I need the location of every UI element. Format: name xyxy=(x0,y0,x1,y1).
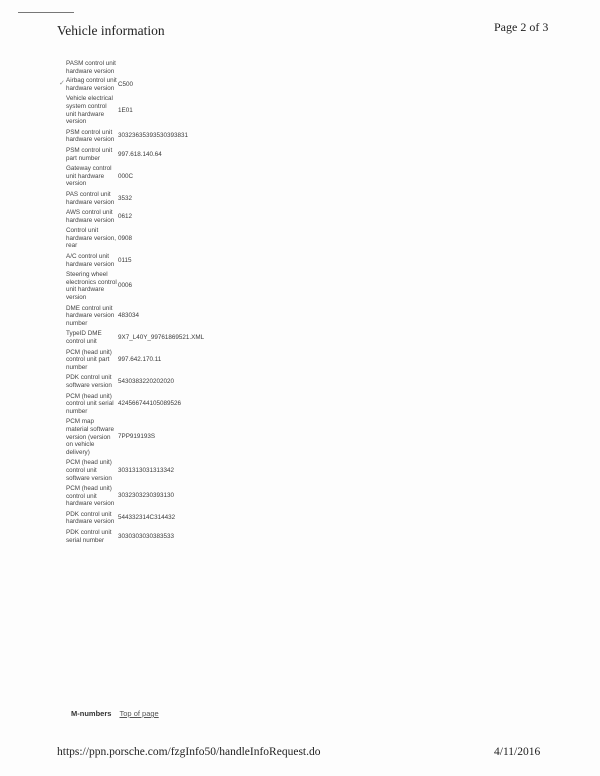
print-date: 4/11/2016 xyxy=(494,746,541,758)
table-row xyxy=(66,271,306,301)
vehicle-info-table xyxy=(66,60,306,544)
row-value: 3032303230393130 xyxy=(118,492,175,500)
row-value: 424566744105089526 xyxy=(118,400,182,408)
row-label: Vehicle electrical system control unit hardware version xyxy=(66,95,113,126)
table-row xyxy=(66,165,306,188)
table-row xyxy=(66,95,306,125)
table-row xyxy=(66,459,306,482)
row-label: TypeID DME control unit xyxy=(66,330,102,345)
row-label: PDK control unit hardware version xyxy=(66,510,115,526)
row-value: 3031313031313342 xyxy=(118,466,175,474)
row-label: PCM (head unit) control unit software version xyxy=(66,459,112,482)
table-row xyxy=(66,191,306,206)
row-label: PCM (head unit) control unit serial number xyxy=(66,392,114,415)
table-row xyxy=(66,227,306,250)
table-row xyxy=(66,511,306,526)
row-value: 9X7_L40Y_99761869521.XML xyxy=(118,334,205,342)
row-label: PSM control unit hardware version xyxy=(66,128,115,144)
row-value: 997.618.140.64 xyxy=(118,150,162,158)
row-label: PDK control unit software version xyxy=(66,374,112,389)
table-row xyxy=(66,60,306,75)
row-value: 544332314C314432 xyxy=(118,514,176,522)
table-row xyxy=(66,209,306,224)
table-row xyxy=(66,393,306,416)
row-label: DME control unit hardware version number xyxy=(66,304,115,327)
row-value: 000C xyxy=(118,172,134,180)
row-value: 0115 xyxy=(118,256,132,264)
row-label: Airbag control unit hardware version xyxy=(66,77,117,92)
row-label: A/C control unit hardware version xyxy=(66,253,115,268)
row-label: PCM map material software version (version on vehicle delivery) xyxy=(66,418,114,456)
row-value: 0908 xyxy=(118,234,133,242)
row-value: 997.642.170.11 xyxy=(118,356,162,364)
page-url: https://ppn.porsche.com/fzgInfo50/handleInfoRequest.do xyxy=(57,746,321,758)
row-value: 30323635393530393831 xyxy=(118,132,189,140)
row-label: PCM (head unit) control unit hardware version xyxy=(66,485,115,508)
row-value: 3532 xyxy=(118,194,133,202)
scan-mark: ✓ xyxy=(59,80,65,87)
row-value: 0612 xyxy=(118,212,133,220)
row-label: PASM control unit hardware version xyxy=(66,60,116,75)
table-row xyxy=(66,374,306,389)
row-label: PAS control unit hardware version xyxy=(66,190,115,206)
row-value: 0006 xyxy=(118,282,133,290)
table-row xyxy=(66,305,306,328)
row-value: 5430383220202020 xyxy=(118,378,175,386)
table-row xyxy=(66,253,306,268)
page-title: Vehicle information xyxy=(57,23,165,38)
row-label: Control unit hardware version, rear xyxy=(66,227,117,250)
row-value: 1E01 xyxy=(118,106,133,114)
section-nav xyxy=(71,709,159,718)
page-number: Page 2 of 3 xyxy=(494,20,549,34)
top-rule xyxy=(18,12,74,13)
row-label: PDK control unit serial number xyxy=(66,529,112,544)
table-row xyxy=(66,129,306,144)
table-row xyxy=(66,349,306,372)
row-label: PSM control unit part number xyxy=(66,146,113,162)
table-row xyxy=(66,330,306,345)
row-label: PCM (head unit) control unit part number xyxy=(66,348,112,371)
row-value: 483034 xyxy=(118,312,140,320)
m-numbers-heading: M-numbers xyxy=(71,709,112,718)
row-label: Gateway control unit hardware version xyxy=(66,165,112,188)
table-row xyxy=(66,77,306,92)
table-row xyxy=(66,529,306,544)
row-label: Steering wheel electronics control unit hardware version xyxy=(66,271,117,302)
top-of-page-link[interactable]: Top of page xyxy=(119,709,159,718)
row-label: AWS control unit hardware version xyxy=(66,209,115,224)
row-value: 7PP919193S xyxy=(118,433,156,441)
row-value: C500 xyxy=(118,80,134,88)
table-row xyxy=(66,147,306,162)
row-value: 3030303030383533 xyxy=(118,532,175,540)
table-row xyxy=(66,418,306,456)
table-row xyxy=(66,485,306,508)
